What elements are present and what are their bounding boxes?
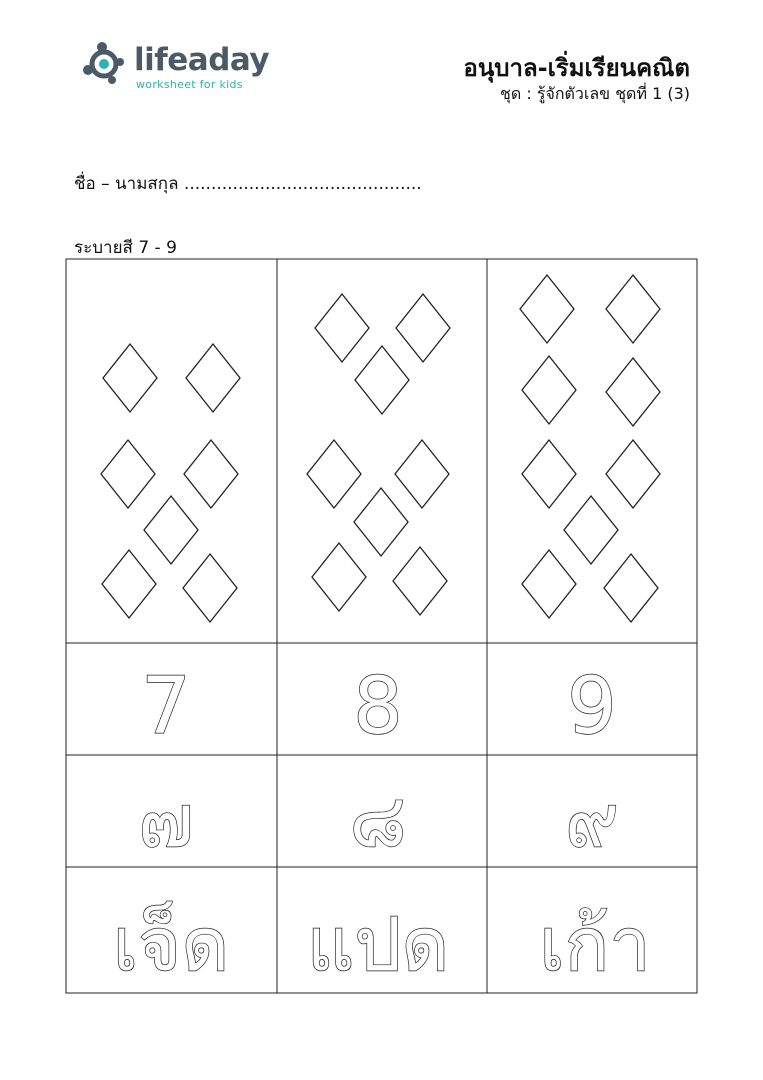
name-field-line[interactable]: ชื่อ – นามสกุล ............................................ bbox=[74, 174, 422, 194]
diamond-shape[interactable] bbox=[184, 440, 238, 508]
thai-word-8[interactable]: แปด bbox=[306, 902, 450, 988]
diamond-shape[interactable] bbox=[144, 496, 198, 564]
thai-numeral-8[interactable]: ๘ bbox=[349, 778, 407, 864]
column-3 bbox=[539, 662, 651, 988]
diamond-shape[interactable] bbox=[102, 550, 156, 618]
arabic-numeral-8[interactable]: 8 bbox=[353, 662, 403, 752]
diamond-shape[interactable] bbox=[520, 275, 574, 343]
diamond-shape[interactable] bbox=[606, 358, 660, 426]
diamond-shape[interactable] bbox=[606, 275, 660, 343]
logo-tagline: worksheet for kids bbox=[136, 78, 243, 91]
diamond-shape[interactable] bbox=[396, 294, 450, 362]
column-2 bbox=[307, 662, 450, 988]
diamond-shape[interactable] bbox=[604, 554, 658, 622]
thai-numeral-9[interactable]: ๙ bbox=[564, 778, 620, 864]
logo-wordmark: lifeaday bbox=[134, 42, 270, 78]
diamond-shape[interactable] bbox=[355, 346, 409, 414]
diamond-shape[interactable] bbox=[522, 440, 576, 508]
diamond-shape[interactable] bbox=[307, 440, 361, 508]
diamond-group-8 bbox=[307, 294, 450, 615]
column-1 bbox=[113, 662, 230, 988]
diamond-group-9 bbox=[520, 275, 660, 622]
thai-numeral-7[interactable]: ๗ bbox=[138, 778, 194, 864]
thai-word-9[interactable]: เก้า bbox=[539, 902, 651, 988]
diamond-shape[interactable] bbox=[354, 488, 408, 556]
arabic-numeral-9[interactable]: 9 bbox=[567, 662, 617, 752]
diamond-shape[interactable] bbox=[183, 554, 237, 622]
diamond-shape[interactable] bbox=[312, 543, 366, 611]
diamond-shape[interactable] bbox=[315, 294, 369, 362]
diamond-shape[interactable] bbox=[522, 356, 576, 424]
instruction-text: ระบายสี 7 - 9 bbox=[74, 238, 177, 258]
diamond-shape[interactable] bbox=[395, 440, 449, 508]
thai-word-7[interactable]: เจ็ด bbox=[112, 902, 230, 988]
diamond-shape[interactable] bbox=[186, 344, 240, 412]
diamond-shape[interactable] bbox=[522, 550, 576, 618]
arabic-numeral-7[interactable]: 7 bbox=[141, 662, 191, 752]
diamond-shape[interactable] bbox=[101, 440, 155, 508]
diamond-shape[interactable] bbox=[606, 440, 660, 508]
page-subtitle: ชุด : รู้จักตัวเลข ชุดที่ 1 (3) bbox=[500, 84, 690, 103]
diamond-shape[interactable] bbox=[103, 344, 157, 412]
diamond-shape[interactable] bbox=[393, 547, 447, 615]
diamond-groups bbox=[101, 275, 660, 622]
page-title: อนุบาล-เริ่มเรียนคณิต bbox=[463, 54, 690, 82]
diamond-shape[interactable] bbox=[564, 496, 618, 564]
diamond-group-7 bbox=[101, 344, 240, 622]
